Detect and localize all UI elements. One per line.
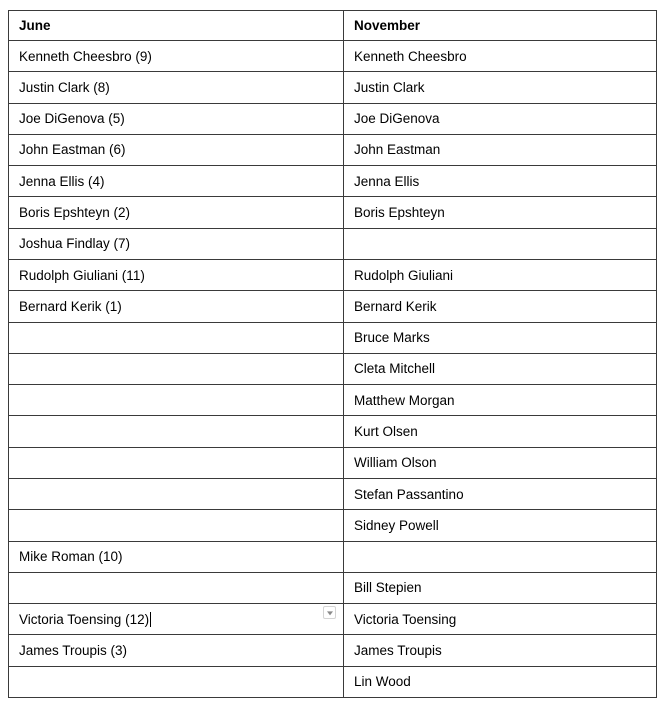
june-cell-text: Boris Epshteyn (2): [19, 205, 131, 221]
june-cell-text: Joe DiGenova (5): [19, 111, 125, 127]
june-cell[interactable]: [9, 572, 344, 603]
november-cell-text: Bernard Kerik: [354, 298, 437, 314]
table-row: [9, 416, 657, 447]
attorneys-comparison-table: [8, 10, 657, 698]
november-cell-text: Joe DiGenova: [354, 111, 440, 127]
june-cell[interactable]: [9, 416, 344, 447]
november-cell-text: Justin Clark: [354, 79, 425, 95]
table-row: [9, 291, 657, 322]
column-header-june[interactable]: June: [9, 11, 344, 41]
table-row: [9, 635, 657, 666]
november-cell[interactable]: [344, 197, 657, 228]
cell-dropdown-icon[interactable]: [323, 606, 336, 619]
november-cell[interactable]: [344, 604, 657, 635]
november-cell-text: Victoria Toensing: [354, 611, 457, 627]
november-cell[interactable]: [344, 322, 657, 353]
table-row: [9, 666, 657, 697]
november-cell-text: Bruce Marks: [354, 330, 430, 346]
november-cell[interactable]: [344, 510, 657, 541]
june-cell[interactable]: [9, 510, 344, 541]
june-cell-text: Victoria Toensing (12): [19, 611, 150, 627]
table-row: [9, 103, 657, 134]
november-cell[interactable]: [344, 572, 657, 603]
june-cell[interactable]: [9, 478, 344, 509]
june-cell-text: Justin Clark (8): [19, 79, 110, 95]
table-row: [9, 572, 657, 603]
june-cell[interactable]: [9, 353, 344, 384]
table-row: [9, 228, 657, 259]
june-cell[interactable]: [9, 291, 344, 322]
november-cell-text: Kenneth Cheesbro: [354, 48, 467, 64]
november-cell-text: Lin Wood: [354, 674, 411, 690]
table-row: [9, 604, 657, 635]
table-row: [9, 197, 657, 228]
november-cell[interactable]: [344, 291, 657, 322]
june-cell-text: John Eastman (6): [19, 142, 126, 158]
june-cell[interactable]: [9, 604, 344, 635]
june-cell[interactable]: [9, 635, 344, 666]
june-cell-text: James Troupis (3): [19, 642, 128, 658]
november-cell[interactable]: [344, 72, 657, 103]
november-cell[interactable]: [344, 478, 657, 509]
june-cell[interactable]: [9, 259, 344, 290]
november-cell-text: Bill Stepien: [354, 580, 422, 596]
november-cell[interactable]: [344, 385, 657, 416]
june-cell[interactable]: [9, 197, 344, 228]
november-cell[interactable]: [344, 166, 657, 197]
june-cell[interactable]: [9, 103, 344, 134]
table-row: [9, 166, 657, 197]
table-row: [9, 478, 657, 509]
november-cell-text: James Troupis: [354, 642, 442, 658]
table-row: [9, 447, 657, 478]
table-row: [9, 510, 657, 541]
november-cell-text: Kurt Olsen: [354, 424, 418, 440]
november-cell-text: William Olson: [354, 455, 437, 471]
november-cell[interactable]: [344, 103, 657, 134]
november-cell-text: Boris Epshteyn: [354, 205, 445, 221]
november-cell[interactable]: [344, 353, 657, 384]
november-cell-text: Cleta Mitchell: [354, 361, 436, 377]
november-cell-text: Sidney Powell: [354, 517, 439, 533]
table-row: [9, 353, 657, 384]
november-cell-text: Stefan Passantino: [354, 486, 464, 502]
november-cell-text: Jenna Ellis: [354, 173, 420, 189]
text-cursor: [150, 612, 151, 627]
header-row: [9, 11, 657, 41]
table-row: [9, 322, 657, 353]
table-row: [9, 259, 657, 290]
june-cell[interactable]: [9, 166, 344, 197]
june-cell-text: Bernard Kerik (1): [19, 298, 122, 314]
june-cell-text: Rudolph Giuliani (11): [19, 267, 145, 283]
november-cell[interactable]: [344, 416, 657, 447]
november-cell-text: Matthew Morgan: [354, 392, 455, 408]
november-cell[interactable]: [344, 666, 657, 697]
june-cell[interactable]: [9, 322, 344, 353]
june-cell[interactable]: [9, 228, 344, 259]
june-cell[interactable]: [9, 41, 344, 72]
november-cell-text: John Eastman: [354, 142, 441, 158]
june-cell[interactable]: [9, 541, 344, 572]
november-cell[interactable]: [344, 134, 657, 165]
june-cell[interactable]: [9, 666, 344, 697]
june-cell-text: Joshua Findlay (7): [19, 236, 131, 252]
november-cell[interactable]: [344, 228, 657, 259]
november-cell[interactable]: [344, 41, 657, 72]
table-row: [9, 41, 657, 72]
table-row: [9, 72, 657, 103]
june-cell-text: Kenneth Cheesbro (9): [19, 48, 152, 64]
column-header-november[interactable]: November: [344, 11, 657, 41]
june-cell[interactable]: [9, 134, 344, 165]
november-cell-text: Rudolph Giuliani: [354, 267, 454, 283]
june-cell-text: Mike Roman (10): [19, 549, 123, 565]
november-cell[interactable]: [344, 259, 657, 290]
table-row: [9, 541, 657, 572]
table-row: [9, 134, 657, 165]
november-cell[interactable]: [344, 635, 657, 666]
november-cell[interactable]: [344, 447, 657, 478]
june-cell-text: Jenna Ellis (4): [19, 173, 105, 189]
table-row: [9, 385, 657, 416]
june-cell[interactable]: [9, 385, 344, 416]
june-cell[interactable]: [9, 447, 344, 478]
june-cell[interactable]: [9, 72, 344, 103]
november-cell[interactable]: [344, 541, 657, 572]
